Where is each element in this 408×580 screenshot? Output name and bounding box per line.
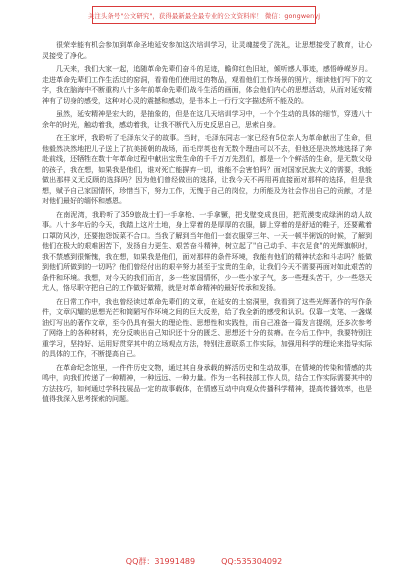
footer-qq: QQ:535304092: [221, 557, 283, 566]
document-body: [42, 40, 372, 550]
paragraph-1: 很荣幸能有机会参加到革命圣地延安参加这次培训学习，让灵魂接受了洗礼，让思想接受了教育，让心灵接受了净化。: [42, 41, 372, 60]
footer-qq-group: QQ群：31991489: [125, 557, 196, 566]
paragraph-7: 在革命纪念馆里，一件件历史文物，通过其自身承载的鲜活历史和生动故事，在情境的传染和情感的共鸣中，向我们传递了一种精神，一种远远、一种力量。作为一名科技部工作人员，结合工作实际需要其中的方法技巧，如何通过学科技展品一定的故事载体，在情感互动中向观众传播科学精神，提高传播效率，也是值得我深入思考探索的问题。: [42, 363, 372, 403]
paragraph-2: 几天来，我们大家一起，追随革命先辈们奋斗的足迹，瞻仰红色旧址，倾听感人事迹，感悟峥嵘岁月。走进革命先辈们工作生活过的窑洞，看看他们使用过的物品，观看他们工作场景的照片，细读他们写下的文字，我在脑海中不断重构八十多年前革命先辈们战斗生活的画面，体会他们内心的思想活动，从而对延安精神有了切身的感受，这种对心灵的震撼和感动，是书本上一行行文字描述所不能及的。: [42, 65, 372, 105]
paragraph-6: 在日常工作中，我也曾经读过革命先辈们的文章，在延安的土窑洞里，我看到了这些光辉著作的写作条件，文章闪耀的思想光芒和简陋写作环境之间的巨大反差，给了我全新的感受和认识。仅靠一支笔、一盏煤油灯写出的著作文章，至今仍具有强大的理论性、思想性和实践性，而自己准备一篇发言提纲，还多次参考了网络上的各种材料，充分反映出自己知识还十分的匮乏、思想还十分的贫瘠。在今后工作中，我要特别注重学习，坚持好、运用好贯穿其中的立场观点方法，特别注意联系工作实际，加强用科学的理论来指导实际的具体的工作，不断提高自己。: [42, 297, 372, 358]
paragraph-3: 虽然，延安精神是宏大的，是抽象的，但是在这几天培训学习中，一个个生动的具体的细节，穿透八十余年的时光，触动着我，感动着我，让我不断代入历史反思自己，思索自身。: [42, 110, 372, 129]
header-banner: 关注头条号"公文研究"，获得最新最全最专业的公文资料库！ 微信：gongwenyj: [92, 6, 316, 24]
paragraph-4: 在王家坪，我聆听了毛泽东父子的故事。当时，毛泽东同志一家已经有5位亲人为革命献出了生命，但他毅然决然地把儿子送上了抗美援朝的战场，而毛岸英也有无数个理由可以不去，但他还是决然地选择了奔赴前线，还牺牲在数十年革命过程中献出宝贵生命的千千万万先烈们，都是一个个鲜活的生命，是无数父母的孩子，我在想，如果我是他们，谁对死亡能摒弃一切，谁能不会害怕吗？面对国家民族大义的需要，我能做出那样义无反顾的选择吗？因为他们曾经做出的选择，让我今天不再用再直接面对那样的选择，但是我想，赋予自己家国情怀，珍惜当下，努力工作，无愧于自己的岗位，力所能及为社会作出自己的贡献，才是对他们最好的缅怀和感恩。: [42, 134, 372, 205]
footer-contact: [0, 556, 408, 567]
paragraph-5: 在南泥湾，我聆听了359旅战士们一手拿枪、一手拿镢，把戈壁变成良田，把荒漠变成绿洲的动人故事。八十多年后的今天，我踏上这片土地，身上穿着的是厚厚的衣服，脚上穿着的是舒适的鞋子，还要戴着口罩防风沙，还要抱怨饭菜不合口。当我了解到当年他们一套衣服穿三年、一天一顿半粥饭的时候，了解到他们在极大的艰难困苦下，发扬自力更生、艰苦奋斗精神，树立起了"自己动手、丰衣足食"的光辉旗帜时，我不禁感到很惭愧，我在想，如果我是他们，面对那样的条件环境，我能有他们的精神状态和斗志吗？能做到他们所做到的一切吗？他们曾经付出的艰辛努力甚至于宝贵的生命，让我们今天不需要再面对如此艰苦的条件和环境。我想，对今天的我们而言，多一些家国情怀，少一些小家子气，多一些理头苦干，少一些怨天尤人，恪尽职守把自己的工作做好做精，就是对革命精神的最好传承和发扬。: [42, 210, 372, 292]
